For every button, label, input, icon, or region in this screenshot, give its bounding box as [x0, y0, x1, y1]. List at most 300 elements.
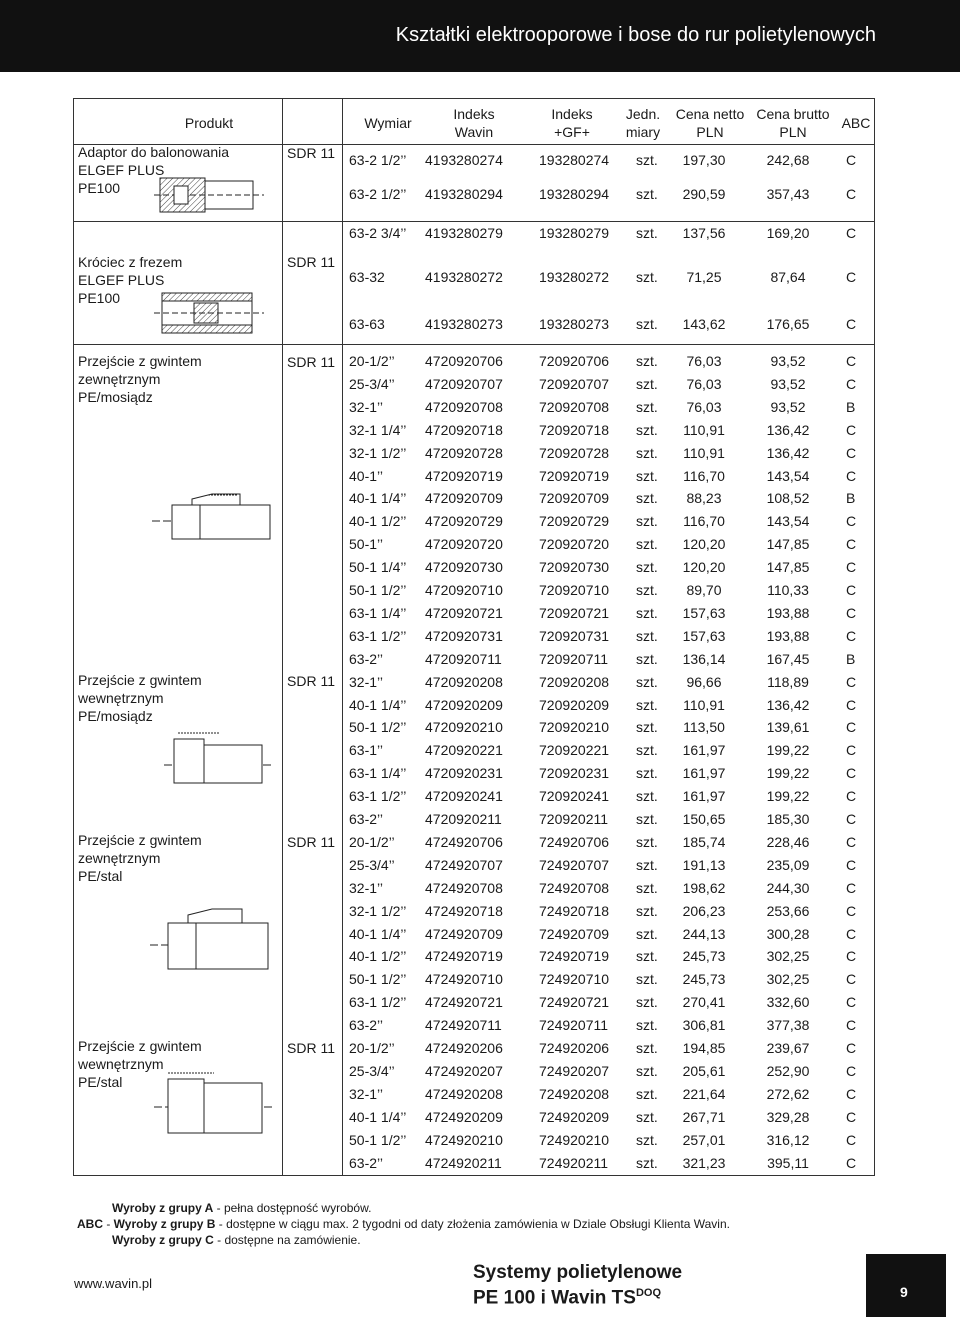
cell-jedn: szt. — [636, 627, 658, 644]
cell-indeks-gf: 724920718 — [539, 902, 610, 919]
header-produkt: Produkt — [184, 115, 234, 131]
cell-cena-netto: 157,63 — [682, 627, 726, 644]
cell-jedn: szt. — [636, 513, 658, 530]
cell-wymiar: 50-1 1/4’’ — [349, 559, 407, 576]
cell-jedn: szt. — [636, 788, 658, 805]
cell-abc: B — [846, 650, 856, 667]
cell-indeks-wavin: 4724920211 — [425, 1154, 502, 1171]
header-indeks-gf-line1: Indeks — [551, 106, 593, 122]
cell-jedn: szt. — [636, 353, 658, 369]
cell-wymiar: 32-1 1/4’’ — [349, 421, 407, 438]
cell-wymiar: 63-1 1/4’’ — [349, 604, 407, 621]
cell-jedn: szt. — [636, 742, 658, 759]
cell-cena-brutto: 110,33 — [767, 582, 809, 598]
cell-cena-brutto: 147,85 — [766, 559, 810, 576]
cell-wymiar: 32-1’’ — [349, 879, 383, 896]
cell-cena-netto: 267,71 — [682, 1108, 726, 1125]
cell-indeks-wavin: 4720920729 — [425, 513, 503, 530]
cell-jedn: szt. — [636, 856, 658, 873]
cell-indeks-gf: 193280272 — [539, 269, 610, 285]
cell-indeks-wavin: 4720920708 — [425, 398, 503, 415]
cell-jedn: szt. — [636, 1085, 658, 1102]
cell-indeks-gf: 720920731 — [539, 627, 610, 644]
cell-wymiar: 63-32 — [349, 269, 385, 285]
cell-wymiar: 40-1 1/4’’ — [349, 696, 407, 713]
cell-indeks-wavin: 4724920206 — [425, 1040, 503, 1056]
cell-abc: C — [846, 186, 857, 202]
cell-abc: C — [846, 269, 857, 285]
cell-cena-brutto: 136,42 — [766, 696, 810, 713]
cell-indeks-wavin: 4720920721 — [425, 604, 503, 621]
cell-abc: C — [846, 316, 857, 332]
cell-abc: C — [846, 902, 857, 919]
product-name-line: wewnętrznym — [78, 1056, 164, 1072]
cell-indeks-wavin: 4720920719 — [425, 467, 503, 484]
cell-wymiar: 25-3/4’’ — [349, 1062, 395, 1079]
cell-indeks-wavin: 4720920728 — [425, 444, 503, 461]
cell-abc: C — [846, 1154, 857, 1171]
cell-cena-netto: 89,70 — [686, 582, 722, 598]
header-indeks-gf-line2: +GF+ — [554, 124, 590, 140]
cell-cena-brutto: 199,22 — [766, 765, 810, 782]
product-name-line: PE/stal — [78, 868, 123, 884]
cell-cena-brutto: 199,22 — [766, 788, 810, 805]
cell-indeks-gf: 720920728 — [539, 444, 610, 461]
cell-abc: C — [846, 1040, 857, 1056]
cell-cena-netto: 306,81 — [682, 1017, 726, 1034]
cell-indeks-wavin: 4193280294 — [425, 186, 503, 202]
page-number: 9 — [900, 1284, 908, 1300]
cell-wymiar: 63-2 1/2’’ — [349, 152, 407, 168]
cell-cena-brutto: 139,61 — [766, 719, 810, 736]
cell-cena-netto: 110,91 — [683, 696, 725, 713]
product-name-line: Króciec z frezem — [78, 254, 183, 270]
cell-indeks-wavin: 4724920710 — [425, 971, 503, 988]
cell-cena-netto: 185,74 — [682, 833, 726, 850]
cell-abc: C — [846, 948, 857, 965]
cell-jedn: szt. — [636, 1108, 658, 1125]
header-netto-line1: Cena netto — [675, 106, 745, 122]
cell-indeks-gf: 720920708 — [539, 398, 610, 415]
cell-jedn: szt. — [636, 604, 658, 621]
cell-cena-netto: 116,70 — [683, 513, 725, 530]
cell-cena-netto: 150,65 — [682, 811, 726, 827]
cell-cena-netto: 110,91 — [683, 421, 725, 438]
cell-jedn: szt. — [636, 879, 658, 896]
cell-jedn: szt. — [636, 559, 658, 576]
cell-jedn: szt. — [636, 650, 658, 667]
cell-cena-brutto: 169,20 — [766, 225, 810, 241]
product-name-line: PE/stal — [78, 1074, 123, 1090]
male-thread-brass-drawing — [152, 491, 272, 551]
cell-wymiar: 40-1 1/4’’ — [349, 1108, 407, 1125]
cell-jedn: szt. — [636, 1131, 658, 1148]
cell-indeks-gf: 720920231 — [539, 765, 610, 782]
cell-indeks-gf: 193280273 — [539, 316, 610, 332]
cell-indeks-gf: 720920721 — [539, 604, 610, 621]
cell-indeks-gf: 720920210 — [539, 719, 610, 736]
header-indeks-wavin-line1: Indeks — [453, 106, 495, 122]
cell-abc: C — [846, 696, 857, 713]
cell-cena-netto: 244,13 — [682, 925, 726, 942]
cell-indeks-gf: 724920707 — [539, 856, 610, 873]
cell-jedn: szt. — [636, 186, 658, 202]
cell-indeks-gf: 724920711 — [539, 1017, 609, 1034]
cell-abc: C — [846, 1017, 857, 1034]
legend-a-text: - pełna dostępność wyrobów. — [213, 1201, 372, 1215]
cell-cena-netto: 71,25 — [686, 269, 722, 285]
cell-indeks-wavin: 4193280273 — [425, 316, 503, 332]
cell-abc: B — [846, 490, 856, 507]
cell-indeks-wavin: 4720920720 — [425, 536, 503, 553]
page-number-box — [866, 1254, 946, 1317]
cell-indeks-gf: 720920241 — [539, 788, 610, 805]
cell-cena-brutto: 235,09 — [766, 856, 810, 873]
cell-indeks-gf: 193280279 — [539, 225, 610, 241]
cell-abc: C — [846, 152, 857, 168]
cell-cena-brutto: 143,54 — [766, 513, 810, 530]
cell-jedn: szt. — [636, 582, 658, 598]
cell-jedn: szt. — [636, 994, 658, 1011]
header-cena-brutto — [750, 105, 836, 141]
cell-cena-netto: 161,97 — [682, 765, 726, 782]
cell-indeks-gf: 720920719 — [539, 467, 610, 484]
cell-abc: C — [846, 742, 857, 759]
cell-indeks-gf: 724920719 — [539, 948, 610, 965]
header-cena-netto — [670, 105, 750, 141]
cell-cena-brutto: 167,45 — [766, 650, 810, 667]
cell-wymiar: 32-1’’ — [349, 1085, 383, 1102]
cell-cena-netto: 194,85 — [682, 1040, 726, 1056]
cell-abc: C — [846, 1085, 857, 1102]
cell-cena-brutto: 253,66 — [766, 902, 810, 919]
cell-wymiar: 40-1 1/2’’ — [349, 948, 407, 965]
cell-cena-netto: 157,63 — [682, 604, 726, 621]
cell-abc: C — [846, 627, 857, 644]
cell-cena-brutto: 300,28 — [766, 925, 810, 942]
cell-indeks-gf: 720920209 — [539, 696, 610, 713]
cell-cena-brutto: 147,85 — [766, 536, 810, 553]
cell-jedn: szt. — [636, 765, 658, 782]
sdr-label: SDR 11 — [287, 145, 335, 161]
milled-spigot-drawing — [154, 287, 264, 337]
female-thread-steel-drawing — [154, 1071, 274, 1141]
cell-indeks-wavin: 4724920209 — [425, 1108, 503, 1125]
header-indeks-wavin — [429, 105, 519, 141]
cell-abc: C — [846, 833, 857, 850]
cell-indeks-wavin: 4724920210 — [425, 1131, 503, 1148]
cell-wymiar: 63-1 1/4’’ — [349, 765, 407, 782]
legend-line-a — [112, 1200, 371, 1216]
cell-wymiar: 32-1 1/2’’ — [349, 902, 407, 919]
cell-cena-netto: 270,41 — [682, 994, 726, 1011]
cell-cena-netto: 321,23 — [682, 1154, 726, 1171]
cell-cena-brutto: 193,88 — [766, 604, 810, 621]
cell-indeks-gf: 720920711 — [539, 650, 609, 667]
cell-cena-brutto: 252,90 — [766, 1062, 810, 1079]
cell-indeks-wavin: 4724920718 — [425, 902, 503, 919]
sdr-label: SDR 11 — [287, 354, 335, 370]
cell-wymiar: 40-1’’ — [349, 467, 383, 484]
cell-jedn: szt. — [636, 398, 658, 415]
cell-indeks-gf: 724920708 — [539, 879, 610, 896]
legend-c-text: - dostępne na zamówienie. — [213, 1233, 361, 1247]
footer-title-line2-text: PE 100 i Wavin TS — [473, 1287, 636, 1309]
cell-abc: C — [846, 765, 857, 782]
cell-abc: C — [846, 811, 857, 827]
cell-cena-brutto: 193,88 — [766, 627, 810, 644]
cell-abc: C — [846, 604, 857, 621]
cell-jedn: szt. — [636, 1040, 658, 1056]
cell-cena-netto: 290,59 — [682, 186, 726, 202]
cell-cena-netto: 76,03 — [686, 353, 722, 369]
sdr-label: SDR 11 — [287, 1040, 335, 1056]
cell-abc: C — [846, 513, 857, 530]
cell-wymiar: 63-2’’ — [349, 1017, 383, 1034]
cell-jedn: szt. — [636, 1062, 658, 1079]
cell-abc: C — [846, 1108, 857, 1125]
cell-indeks-wavin: 4720920210 — [425, 719, 503, 736]
cell-wymiar: 40-1 1/2’’ — [349, 513, 407, 530]
cell-abc: C — [846, 788, 857, 805]
product-name-line: zewnętrznym — [78, 850, 161, 866]
cell-indeks-gf: 720920706 — [539, 353, 610, 369]
cell-indeks-wavin: 4724920207 — [425, 1062, 503, 1079]
cell-cena-netto: 136,14 — [682, 650, 726, 667]
sdr-label: SDR 11 — [287, 254, 335, 270]
cell-abc: C — [846, 925, 857, 942]
cell-indeks-wavin: 4720920711 — [425, 650, 502, 667]
cell-cena-netto: 198,62 — [682, 879, 726, 896]
cell-cena-brutto: 272,62 — [766, 1085, 810, 1102]
cell-abc: C — [846, 1062, 857, 1079]
legend-b-label: Wyroby z grupy B — [113, 1217, 216, 1231]
cell-cena-brutto: 108,52 — [766, 490, 810, 507]
cell-cena-brutto: 136,42 — [766, 421, 810, 438]
cell-abc: C — [846, 467, 857, 484]
product-name-line: PE/mosiądz — [78, 708, 153, 724]
sdr-label: SDR 11 — [287, 834, 335, 850]
cell-wymiar: 50-1 1/2’’ — [349, 1131, 407, 1148]
cell-cena-brutto: 118,89 — [767, 673, 809, 690]
cell-indeks-wavin: 4720920731 — [425, 627, 503, 644]
cell-cena-netto: 137,56 — [682, 225, 726, 241]
cell-indeks-gf: 724920208 — [539, 1085, 610, 1102]
cell-indeks-wavin: 4724920719 — [425, 948, 503, 965]
footer-title-line1: Systemy polietylenowe — [473, 1262, 683, 1283]
cell-jedn: szt. — [636, 536, 658, 553]
cell-indeks-gf: 724920209 — [539, 1108, 610, 1125]
header-brutto-line1: Cena brutto — [756, 106, 830, 122]
product-male-thread-brass — [78, 352, 278, 406]
cell-cena-netto: 221,64 — [682, 1085, 726, 1102]
cell-indeks-wavin: 4720920730 — [425, 559, 503, 576]
cell-indeks-wavin: 4724920708 — [425, 879, 503, 896]
cell-cena-brutto: 242,68 — [766, 152, 810, 168]
cell-cena-netto: 116,70 — [683, 467, 725, 484]
cell-abc: C — [846, 421, 857, 438]
cell-jedn: szt. — [636, 948, 658, 965]
cell-jedn: szt. — [636, 811, 658, 827]
cell-indeks-gf: 724920706 — [539, 833, 610, 850]
cell-wymiar: 40-1 1/4’’ — [349, 490, 407, 507]
cell-cena-brutto: 357,43 — [766, 186, 810, 202]
cell-indeks-wavin: 4720920710 — [425, 582, 503, 598]
cell-jedn: szt. — [636, 152, 658, 168]
cell-jedn: szt. — [636, 1154, 658, 1171]
cell-cena-netto: 245,73 — [682, 948, 726, 965]
cell-indeks-wavin: 4193280279 — [425, 225, 503, 241]
cell-cena-netto: 191,13 — [682, 856, 726, 873]
cell-wymiar: 63-1’’ — [349, 742, 383, 759]
product-name-line: zewnętrznym — [78, 371, 161, 387]
header-indeks-gf — [527, 105, 617, 141]
cell-cena-brutto: 93,52 — [770, 398, 806, 415]
product-name-line: wewnętrznym — [78, 690, 164, 706]
product-male-thread-steel — [78, 831, 278, 885]
cell-cena-brutto: 377,38 — [766, 1017, 810, 1034]
balloon-adaptor-drawing — [154, 174, 264, 216]
sdr-label: SDR 11 — [287, 673, 335, 689]
cell-cena-netto: 161,97 — [682, 742, 726, 759]
cell-cena-brutto: 332,60 — [766, 994, 810, 1011]
cell-wymiar: 20-1/2’’ — [349, 1040, 395, 1056]
cell-wymiar: 63-2’’ — [349, 1154, 383, 1171]
cell-cena-brutto: 93,52 — [770, 353, 806, 369]
cell-indeks-gf: 193280294 — [539, 186, 610, 202]
product-name-line: ELGEF PLUS — [78, 162, 165, 178]
cell-indeks-gf: 720920211 — [539, 811, 609, 827]
cell-indeks-wavin: 4720920718 — [425, 421, 503, 438]
cell-jedn: szt. — [636, 673, 658, 690]
cell-wymiar: 63-2’’ — [349, 650, 383, 667]
cell-abc: C — [846, 353, 857, 369]
cell-cena-brutto: 87,64 — [770, 269, 806, 285]
cell-indeks-gf: 720920720 — [539, 536, 610, 553]
page-header-bar — [0, 0, 960, 72]
product-name-line: ELGEF PLUS — [78, 272, 165, 288]
legend-a-label: Wyroby z grupy A — [112, 1201, 214, 1215]
cell-indeks-gf: 720920208 — [539, 673, 610, 690]
footer-title-line2 — [473, 1283, 682, 1308]
cell-wymiar: 63-63 — [349, 316, 385, 332]
cell-wymiar: 63-1 1/2’’ — [349, 627, 407, 644]
cell-jedn: szt. — [636, 696, 658, 713]
cell-cena-netto: 120,20 — [682, 559, 726, 576]
cell-abc: C — [846, 375, 857, 392]
cell-indeks-gf: 720920710 — [539, 582, 610, 598]
cell-indeks-wavin: 4720920231 — [425, 765, 503, 782]
cell-jedn: szt. — [636, 1017, 658, 1034]
header-jedn-miary — [618, 105, 668, 141]
cell-jedn: szt. — [636, 490, 658, 507]
legend-c-label: Wyroby z grupy C — [112, 1233, 214, 1247]
cell-cena-brutto: 244,30 — [766, 879, 810, 896]
legend-line-b: ABC - Wyroby z grupy B - dostępne w ciągu max. 2 tygodni od daty złożenia zamówienia w Dziale Obsługi Klienta Wavin. — [77, 1217, 730, 1231]
cell-abc: C — [846, 994, 857, 1011]
cell-jedn: szt. — [636, 225, 658, 241]
footer-url: www.wavin.pl — [74, 1276, 153, 1291]
cell-jedn: szt. — [636, 467, 658, 484]
cell-cena-brutto: 143,54 — [766, 467, 810, 484]
cell-indeks-wavin: 4720920241 — [425, 788, 503, 805]
cell-cena-brutto: 302,25 — [766, 971, 810, 988]
cell-cena-netto: 143,62 — [682, 316, 726, 332]
cell-cena-brutto: 199,22 — [766, 742, 810, 759]
cell-indeks-gf: 724920206 — [539, 1040, 610, 1056]
cell-cena-brutto: 239,67 — [766, 1040, 810, 1056]
cell-indeks-wavin: 4720920211 — [425, 811, 502, 827]
product-name-line: PE100 — [78, 290, 121, 306]
cell-jedn: szt. — [636, 421, 658, 438]
cell-indeks-wavin: 4720920221 — [425, 742, 503, 759]
female-thread-brass-drawing — [164, 729, 274, 789]
header-abc: ABC — [841, 115, 871, 131]
cell-indeks-gf: 724920210 — [539, 1131, 610, 1148]
cell-abc: C — [846, 719, 857, 736]
cell-cena-netto: 161,97 — [682, 788, 726, 805]
cell-abc: C — [846, 582, 857, 598]
cell-wymiar: 63-2 3/4’’ — [349, 225, 407, 241]
cell-cena-brutto: 316,12 — [766, 1131, 810, 1148]
cell-indeks-gf: 724920721 — [539, 994, 610, 1011]
cell-abc: C — [846, 856, 857, 873]
cell-indeks-gf: 724920709 — [539, 925, 610, 942]
cell-cena-brutto: 93,52 — [770, 375, 806, 392]
cell-wymiar: 50-1 1/2’’ — [349, 971, 407, 988]
cell-indeks-wavin: 4720920709 — [425, 490, 503, 507]
cell-wymiar: 20-1/2’’ — [349, 353, 395, 369]
cell-wymiar: 20-1/2’’ — [349, 833, 395, 850]
cell-indeks-wavin: 4720920209 — [425, 696, 503, 713]
cell-wymiar: 63-1 1/2’’ — [349, 994, 407, 1011]
product-name-line: PE100 — [78, 180, 121, 196]
cell-indeks-gf: 724920207 — [539, 1062, 610, 1079]
cell-indeks-gf: 724920710 — [539, 971, 610, 988]
header-netto-line2: PLN — [696, 124, 724, 140]
header-brutto-line2: PLN — [779, 124, 807, 140]
cell-cena-netto: 113,50 — [683, 719, 725, 736]
cell-jedn: szt. — [636, 375, 658, 392]
cell-indeks-wavin: 4724920707 — [425, 856, 503, 873]
cell-indeks-wavin: 4720920707 — [425, 375, 503, 392]
cell-cena-netto: 96,66 — [686, 673, 722, 690]
footer-title-sup: DOQ — [635, 1287, 662, 1299]
male-thread-steel-drawing — [150, 905, 270, 975]
cell-cena-netto: 257,01 — [682, 1131, 726, 1148]
header-jedn-line2: miary — [625, 124, 661, 140]
cell-abc: C — [846, 1131, 857, 1148]
cell-indeks-wavin: 4724920706 — [425, 833, 503, 850]
cell-wymiar: 50-1’’ — [349, 536, 383, 553]
cell-wymiar: 63-1 1/2’’ — [349, 788, 407, 805]
cell-cena-netto: 206,23 — [682, 902, 726, 919]
cell-cena-netto: 76,03 — [686, 375, 722, 392]
cell-indeks-wavin: 4193280274 — [425, 152, 503, 168]
product-female-thread-brass — [78, 671, 278, 725]
cell-cena-netto: 76,03 — [686, 398, 722, 415]
cell-wymiar: 25-3/4’’ — [349, 856, 395, 873]
cell-wymiar: 40-1 1/4’’ — [349, 925, 407, 942]
cell-wymiar: 63-2’’ — [349, 811, 383, 827]
cell-indeks-gf: 720920707 — [539, 375, 610, 392]
cell-jedn: szt. — [636, 269, 658, 285]
header-jedn-line1: Jedn. — [625, 106, 661, 122]
cell-abc: C — [846, 225, 857, 241]
cell-wymiar: 32-1 1/2’’ — [349, 444, 407, 461]
cell-jedn: szt. — [636, 902, 658, 919]
cell-wymiar: 32-1’’ — [349, 673, 383, 690]
